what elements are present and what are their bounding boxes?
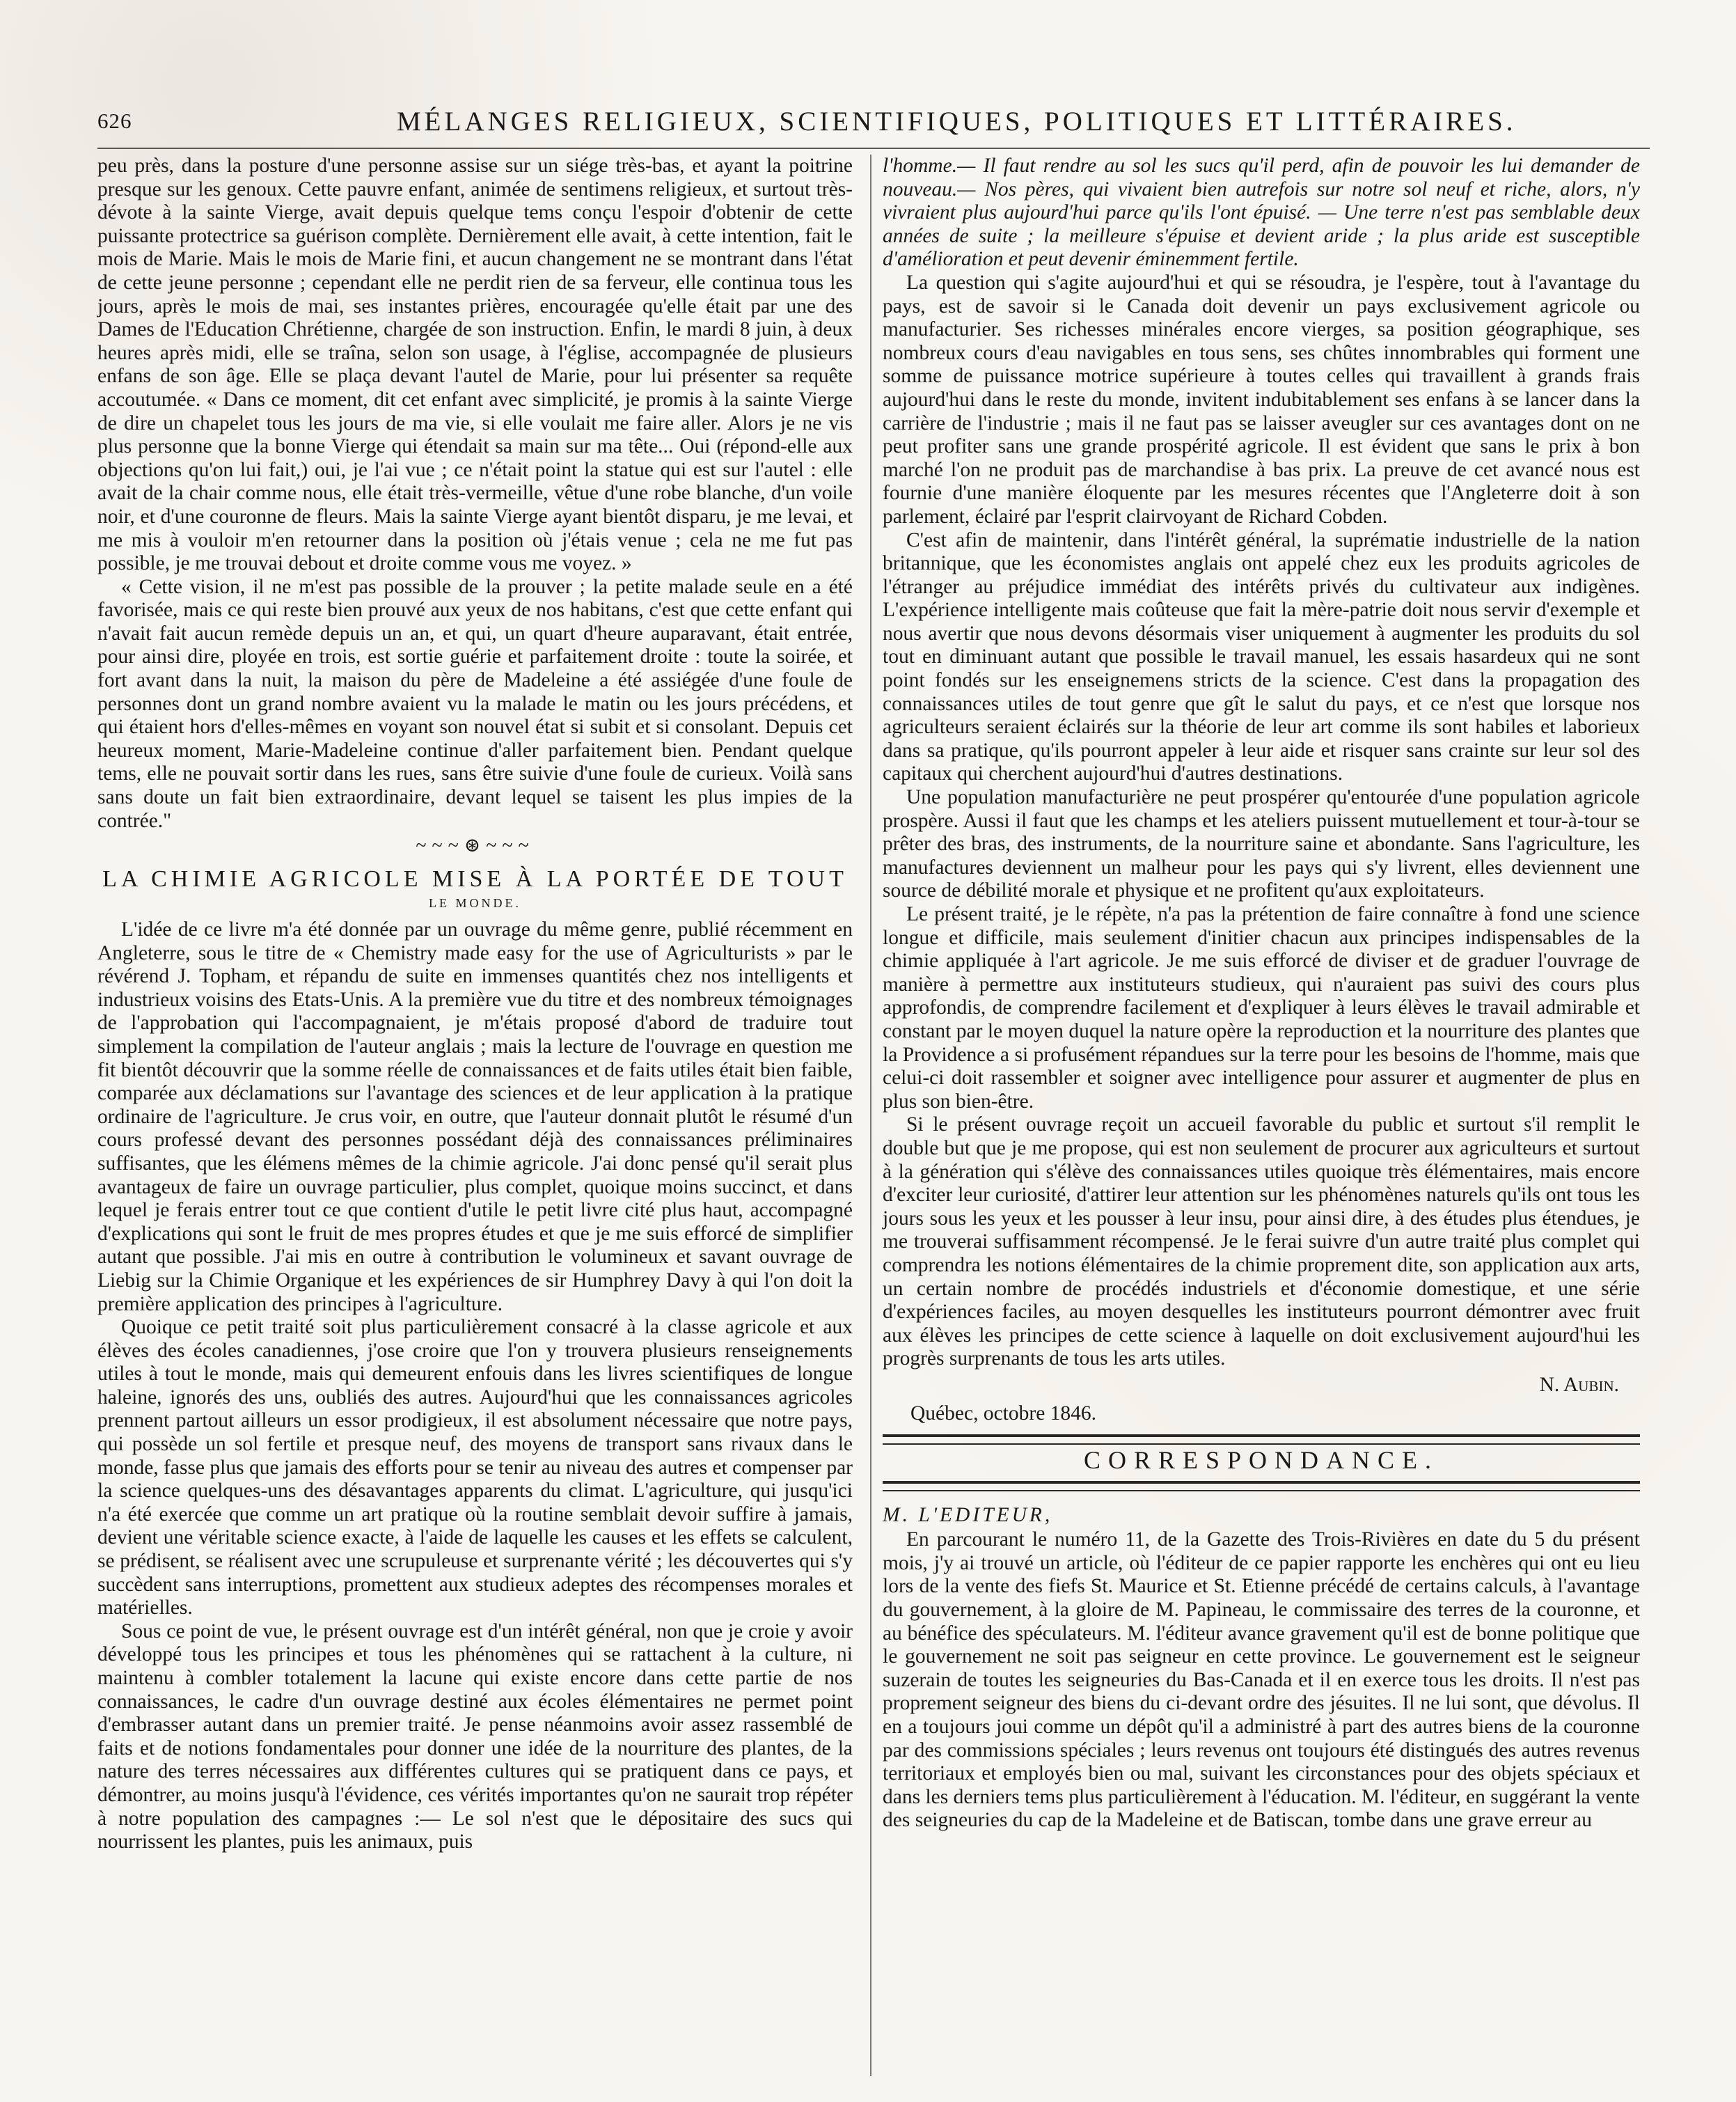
article-subtitle: LE MONDE. bbox=[429, 896, 521, 911]
article-paragraph: Quoique ce petit traité soit plus particulièrement consacré à la classe agricole et aux élèves des écoles canadiennes, j'ose croire que l'on y trouvera plusieurs renseignements utiles à tout le monde, mais qui demeurent enfouis dans les livres scientifiques de longue haleine, ignorés des uns, oubliés des autres. Aujourd'hui que les connaissances agricoles prennent partout ailleurs un essor prodigieux, il est absolument nécessaire que notre pays, qui possède un sol fertile et presque neuf, des moyens de transport sans rivaux dans le monde, fasse plus que jamais des efforts pour se tenir au niveau des autres et compenser par la science quelques-uns des désavantages apparents du climat. L'agriculture, qui jusqu'ici n'a été exercée que comme un art pratique où la routine semblait devoir suffire à jamais, devient une véritable science exacte, à l'aide de laquelle les causes et les effets se calculent, se prédisent, se réalisent avec une scrupuleuse et surprenante vérité ; les découvertes qui s'y succèdent sans interruptions, promettent aux studieux adeptes des récompenses morales et matérielles. bbox=[97, 1316, 853, 1619]
article-paragraph: Le présent traité, je le répète, n'a pas la prétention de faire connaître à fond une science longue et difficile, mais seulement d'initier chacun aux principes indispensables de la chimie appliquée à l'art agricole. Je me suis efforcé de diviser et de graduer l'ouvrage de manière à permettre aux instituteurs studieux, qui n'auraient pas suivi des cours plus approfondis, de comprendre facilement et d'expliquer à leurs élèves le travail admirable et constant par le moyen duquel la nature opère la reproduction et la nourriture des plantes que la Providence a si profusément répandues sur la terre pour les besoins de l'homme, mais que celui-ci doit rassembler et soigner avec intelligence pour assurer et augmenter de plus en plus son bien-être. bbox=[883, 903, 1640, 1113]
correspondence-title: CORRESPONDANCE. bbox=[1083, 1446, 1439, 1475]
column-divider bbox=[870, 155, 871, 2076]
article-paragraph: Une population manufacturière ne peut prospérer qu'entourée d'une population agricole prospère. Aussi il faut que les champs et les ateliers puissent mutuellement et tour-à-tour se prêter des bras, des instruments, de la nourriture saine et abondante. Sans l'agriculture, les manufactures deviennent un malheur pour les pays qui s'y livrent, elles deviennent une source de débilité morale et physique et ne profitent qu'aux exploitateurs. bbox=[883, 786, 1640, 902]
section-ornament: ~~~⊛~~~ bbox=[416, 835, 535, 857]
right-column bbox=[883, 155, 1640, 1833]
article-paragraph: C'est afin de maintenir, dans l'intérêt général, la suprématie industrielle de la nation britannique, que les économistes anglais ont appelé chez eux les produits agricoles de l'étranger au préjudice immédiat des intérêts privés du cultivateur aux indigènes. L'expérience intelligente mais coûteuse que fait la mère-patrie doit nous servir d'exemple et nous avertir que nous devons désormais viser uniquement à augmenter les produits du sol tout en diminuant autant que possible le travail manuel, les essais hasardeux qui ne sont point fondés sur les enseignemens stricts de la science. C'est dans la propagation des connaissances utiles de tout genre que gît le salut du pays, et ce n'est que lorsque nos agriculteurs seraient éclairés sur la théorie de leur art comme ils sont habiles et laborieux dans sa pratique, qu'ils pourront appeler à leur aide et risquer sans crainte sur leur sol des capitaux qui cherchent aujourd'hui d'autres destinations. bbox=[883, 528, 1640, 785]
section-double-rule bbox=[883, 1481, 1640, 1491]
journal-title: MÉLANGES RELIGIEUX, SCIENTIFIQUES, POLITIQUES ET LITTÉRAIRES. bbox=[397, 107, 1517, 136]
dateline: Québec, octobre 1846. bbox=[910, 1402, 1097, 1425]
section-double-rule bbox=[883, 1434, 1640, 1445]
article-title: LA CHIMIE AGRICOLE MISE À LA PORTÉE DE TOUT bbox=[102, 865, 848, 892]
article-paragraph: peu près, dans la posture d'une personne assise sur un siége très-bas, et ayant la poitrine presque sur les genoux. Cette pauvre enfant, animée de sentimens religieux, et surtout très-dévote à la sainte Vierge, avait depuis quelque tems conçu l'espoir d'obtenir de cette puissante protectrice sa guérison complète. Dernièrement elle avait, à cette intention, fait le mois de Marie. Mais le mois de Marie fini, et aucun changement ne se montrant dans l'état de cette jeune personne ; cependant elle ne perdit rien de sa ferveur, elle continua tous les jours, après le mois de mai, ses instantes prières, encouragée qu'elle était par une des Dames de l'Education Chrétienne, chargée de son instruction. Enfin, le mardi 8 juin, à deux heures après midi, elle se traîna, selon son usage, à l'église, accompagnée de plusieurs enfans de son âge. Elle se plaça devant l'autel de Marie, pour lui présenter sa requête accoutumée. « Dans ce moment, dit cet enfant avec simplicité, je promis à la sainte Vierge de dire un chapelet tous les jours de ma vie, si elle voulait me faire aller. Alors je ne vis plus personne que la bonne Vierge qui étendait sa main sur ma tête... Oui (répond-elle aux objections qu'on lui fait,) oui, je l'ai vue ; ce n'était point la statue qui est sur l'autel : elle avait de la chair comme nous, elle était très-vermeille, vêtue d'une robe blanche, d'un voile noir, et d'une couronne de fleurs. Mais la sainte Vierge ayant bientôt disparu, je me levai, et me mis à vouloir m'en retourner dans la position où j'étais venue ; cela ne me fut pas possible, je me trouvai debout et droite comme vous me voyez. » bbox=[97, 155, 853, 575]
article-paragraph: L'idée de ce livre m'a été donnée par un ouvrage du même genre, publié récemment en Angleterre, sous le titre de « Chemistry made easy for the use of Agriculturists » par le révérend J. Topham, et répandu de suite en immenses quantités chez nos intelligents et industrieux voisins des Etats-Unis. A la première vue du titre et des nombreux témoignages de l'approbation qui l'accompagnaient, je m'étais proposé d'abord de traduire tout simplement la compilation de l'auteur anglais ; mais la lecture de l'ouvrage en question me fit bientôt découvrir que la somme réelle de connaissances et de faits utiles était bien faible, comparée aux déclamations sur l'avantage des sciences et de leur application à la pratique ordinaire de l'agriculture. Je crus voir, en outre, que l'auteur donnait plutôt le résumé d'un cours professé devant des personnes possédant déjà des connaissances préliminaires suffisantes, que les élémens mêmes de la chimie agricole. J'ai donc pensé qu'il serait plus avantageux de faire un ouvrage particulier, plus complet, quoique moins succinct, et dans lequel je ferais entrer tout ce que contient d'utile le petit livre cité plus haut, accompagné d'explications qui sont le fruit de mes propres études et que je me suis efforcé de simplifier autant que possible. J'ai mis en outre à contribution le volumineux et savant ouvrage de Liebig sur la Chimie Organique et les expériences de sir Humphrey Davy à qui l'on doit la première application des principes à l'agriculture. bbox=[97, 918, 853, 1315]
article-paragraph: Si le présent ouvrage reçoit un accueil favorable du public et surtout s'il remplit le double but que je me propose, qui est non seulement de procurer aux agriculteurs et surtout à la génération qui s'élève des connaissances utiles quoique très élémentaires, mais encore d'exciter leur curiosité, d'attirer leur attention sur les phénomènes naturels qu'ils ont tous les jours sous les yeux et les pousser à leur insu, pour ainsi dire, à des études plus étendues, je me trouverai suffisamment récompensé. Je le ferai suivre d'un autre traité plus complet qui comprendra les notions élémentaires de la chimie proprement dite, son application aux arts, un certain nombre de procédés industriels et d'économie domestique, et une série d'expériences faciles, au moyen desquelles les instituteurs pourront démontrer avec fruit aux élèves les principes de cette science à laquelle on doit exclusivement aujourd'hui les progrès surprenants de tous les arts utiles. bbox=[883, 1113, 1640, 1370]
article-paragraph: La question qui s'agite aujourd'hui et qui se résoudra, je l'espère, tout à l'avantage du pays, est de savoir si le Canada doit devenir un pays exclusivement agricole ou manufacturier. Ses richesses minérales encore vierges, sa position géographique, ses nombreux cours d'eau navigables en tous sens, ses chûtes innombrables qui forment une somme de puissance motrice supérieure à toutes celles qui travaillent à grands frais aujourd'hui dans le reste du monde, invitent indubitablement ses enfans à se lancer dans la carrière de l'industrie ; mais il ne faut pas se laisser aveugler sur ces avantages dont on ne peut profiter sans une grande prospérité agricole. Il est évident que sans le prix à bon marché l'on ne produit pas de marchandise à bas prix. La preuve de cet avancé nous est fournie d'une manière éloquente par les mesures récentes que l'Angleterre doit à son parlement, éclairé par l'esprit clairvoyant de Richard Cobden. bbox=[883, 271, 1640, 528]
running-head bbox=[97, 103, 1650, 142]
letter-paragraph: En parcourant le numéro 11, de la Gazette des Trois-Rivières en date du 5 du présent mois, j'y ai trouvé un article, où l'éditeur de ce papier rapporte les enchères qui ont eu lieu lors de la vente des fiefs St. Maurice et St. Etienne précédé de certains calculs, à l'avantage du gouvernement, à la gloire de M. Papineau, le commissaire des terres de la couronne, et au bénéfice des spéculateurs. M. l'éditeur avance gravement qu'il est de bonne politique que le gouvernement ne soit pas seigneur en cette province. Le gouvernement est le seigneur suzerain de toutes les seigneuries du Bas-Canada et il en exerce tous les droits. Il n'est pas proprement seigneur des biens du ci-devant ordre des jésuites. Il ne lui sont, que dévolus. Il en a toujours joui comme un dépôt qu'il a administré à part des autres biens de la couronne par des commissions spéciales ; leurs revenus ont toujours été distingués des autres revenus territoriaux et employés bien ou mal, suivant les circonstances pour des objets spéciaux et dans les derniers tems plus particulièrement à l'éducation. M. l'éditeur, en suggérant la vente des seigneuries du cap de la Madeleine et de Batiscan, tombe dans une grave erreur au bbox=[883, 1528, 1640, 1832]
author-signature: N. Aubin. bbox=[1539, 1373, 1619, 1396]
article-paragraph: « Cette vision, il ne m'est pas possible de la prouver ; la petite malade seule en a été favorisée, mais ce qui reste bien prouvé aux yeux de nos habitans, c'est que cette enfant qui n'avait fait aucun remède depuis un an, et qui, un quart d'heure auparavant, était entrée, pour ainsi dire, ployée en trois, est sortie guérie et parfaitement droite : toute la soirée, et fort avant dans la nuit, la maison du père de Madeleine a été assiégée d'une foule de personnes dont un grand nombre avaient vu la malade le matin ou les jours précédens, et qui étaient hors d'elles-mêmes en voyant son nouvel état si subit et si consolant. Depuis cet heureux moment, Marie-Madeleine continue d'aller parfaitement bien. Pendant quelque tems, elle ne pouvait sortir dans les rues, sans être suivie d'une foule de curieux. Voilà sans sans doute un fait bien extraordinaire, devant lequel se taisent les plus impies de la contrée." bbox=[97, 575, 853, 832]
header-rule bbox=[97, 148, 1650, 149]
left-column bbox=[97, 155, 853, 1854]
letter-salutation: M. L'EDITEUR, bbox=[883, 1503, 1053, 1526]
article-paragraph: l'homme.— Il faut rendre au sol les sucs qu'il perd, afin de pouvoir les lui demander de nouveau.— Nos pères, qui vivaient bien autrefois sur notre sol neuf et riche, alors, n'y vivraient plus aujourd'hui parce qu'ils l'ont épuisé. — Une terre n'est pas semblable deux années de suite ; la meilleure s'épuise et devient aride ; la plus aride est susceptible d'amélioration et peut devenir éminemment fertile. bbox=[883, 155, 1640, 271]
article-paragraph: Sous ce point de vue, le présent ouvrage est d'un intérêt général, non que je croie y avoir développé tous les principes et tous les phénomènes qui se rattachent à la culture, ni maintenu à combler totalement la lacune qui existe encore dans cette partie de nos connaissances, le cadre d'un ouvrage destiné aux écoles élémentaires ne permet point d'embrasser autant dans un premier traité. Je pense néanmoins avoir assez rassemblé de faits et de notions fondamentales pour donner une idée de la nourriture des plantes, de la nature des terres nécessaires aux différentes cultures qui se pratiquent dans ce pays, et démontrer, au moins jusqu'à l'évidence, ces vérités importantes qu'on ne saurait trop répéter à notre population des campagnes :— Le sol n'est que le dépositaire des sucs qui nourrissent les plantes, puis les animaux, puis bbox=[97, 1619, 853, 1853]
page-number: 626 bbox=[97, 109, 132, 133]
